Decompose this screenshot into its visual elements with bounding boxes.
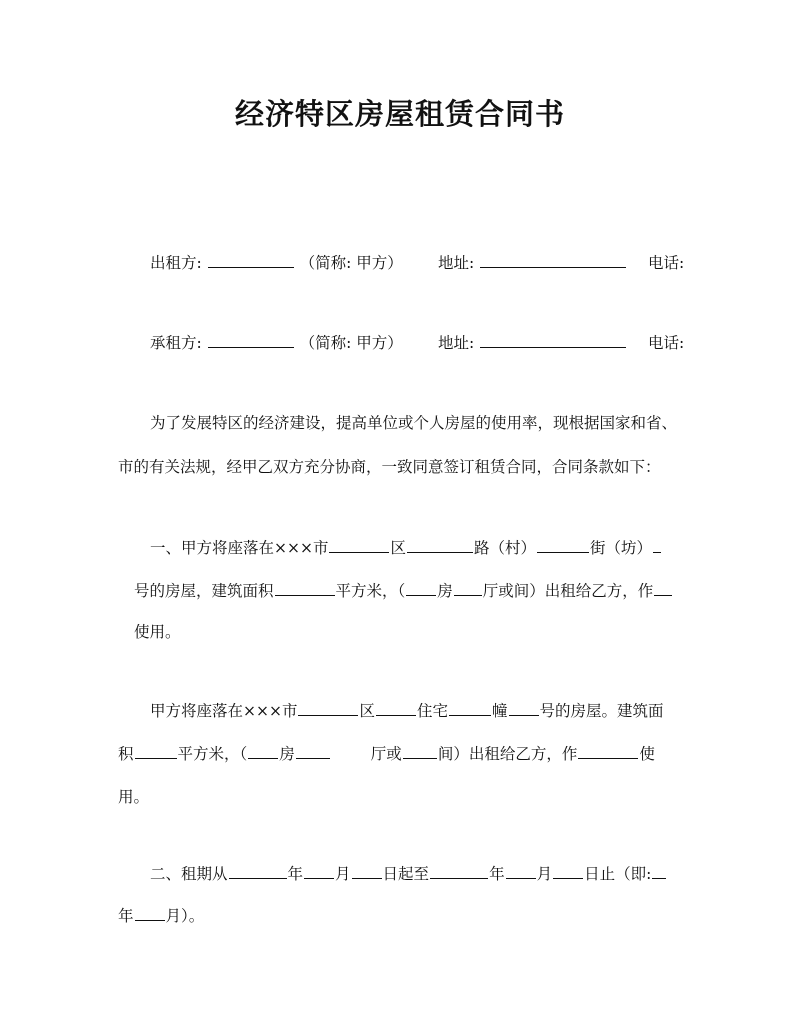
lessor-address-label: 地址: [438, 254, 475, 272]
clause1a-text-7: 房 [437, 582, 453, 600]
lessor-line [150, 252, 403, 274]
clause2-text-7: 日止（即: [584, 865, 652, 883]
clause1a-line-1 [150, 537, 662, 559]
clause1b-text-1: 甲方将座落在×××市 [150, 702, 298, 720]
building-blank[interactable] [509, 701, 539, 716]
area2-blank[interactable] [135, 744, 177, 759]
clause2-text-4: 日起至 [382, 865, 430, 883]
clause1b-text-11: 使 [639, 745, 655, 763]
halls-blank[interactable] [454, 581, 482, 596]
clause1b-text-4: 幢 [492, 702, 508, 720]
lessor-address [438, 252, 627, 274]
clause1b-line-2 [118, 743, 655, 765]
clause1b-text-8: 房 [279, 745, 295, 763]
clause1a-text-6: 平方米，（ [335, 582, 406, 600]
clause1b-text-2: 区 [359, 702, 375, 720]
clause1b-text-9: 厅或 [370, 745, 402, 763]
lessee-abbr: （简称: 甲方） [299, 334, 403, 352]
clause1b-line-1 [150, 700, 664, 722]
use2-blank[interactable] [578, 744, 638, 759]
clause1a-text-4: 街（坊） [590, 539, 653, 557]
lessee-address [438, 332, 627, 354]
lessee-address-blank[interactable] [480, 333, 626, 348]
lessee-phone-label: 电话: [648, 334, 685, 352]
document-title: 经济特区房屋租赁合同书 [234, 97, 565, 131]
halls2-blank[interactable] [296, 744, 330, 759]
clause2-text-9: 月）。 [165, 907, 205, 925]
lessor-abbr: （简称: 甲方） [299, 254, 403, 272]
clause1a-text-5: 号的房屋，建筑面积 [134, 582, 274, 600]
start-day-blank[interactable] [352, 864, 382, 879]
clause1b-text-7: 平方米，（ [177, 745, 248, 763]
end-day-blank[interactable] [553, 864, 583, 879]
road-blank[interactable] [537, 538, 589, 553]
clause2-text-2: 年 [287, 865, 304, 883]
lessor-address-blank[interactable] [480, 253, 626, 268]
residence-blank[interactable] [449, 701, 491, 716]
clause1b-text-6: 积 [118, 745, 134, 763]
clause1a-text-8: 厅或间）出租给乙方，作 [482, 582, 654, 600]
clause1a-line-2 [134, 580, 673, 602]
duration-year-blank[interactable] [652, 864, 666, 879]
start-month-blank[interactable] [304, 864, 334, 879]
clause2-text-8: 年 [118, 907, 134, 925]
clause2-text-1: 二、租期从 [150, 865, 228, 883]
lessor-phone-label: 电话: [648, 254, 685, 272]
units2-blank[interactable] [403, 744, 437, 759]
lessor-label: 出租方: [150, 254, 202, 272]
clause1a-text-2: 区 [390, 539, 406, 557]
district-blank[interactable] [407, 538, 473, 553]
clause2-text-5: 年 [489, 865, 505, 883]
intro-line-1: 为了发展特区的经济建设，提高单位或个人房屋的使用率，现根据国家和省、 [150, 414, 678, 432]
start-year-blank[interactable] [229, 864, 287, 879]
clause1a-text-3: 路（村） [473, 539, 536, 557]
district2-blank[interactable] [376, 701, 416, 716]
clause1b-line-3: 用。 [118, 788, 150, 806]
clause1b-text-10: 间）出租给乙方，作 [437, 745, 578, 763]
clause2-line-1 [150, 863, 667, 885]
lessee-phone [648, 332, 684, 354]
city-blank[interactable] [329, 538, 389, 553]
clause1b-text-3: 住宅 [416, 702, 448, 720]
clause1a-line-3: 使用。 [134, 623, 181, 641]
rooms2-blank[interactable] [248, 744, 278, 759]
lessee-label: 承租方: [150, 334, 202, 352]
end-year-blank[interactable] [430, 864, 488, 879]
lessor-phone [648, 252, 684, 274]
city2-blank[interactable] [298, 701, 358, 716]
intro-line-2: 市的有关法规，经甲乙双方充分协商，一致同意签订租赁合同，合同条款如下： [118, 458, 661, 476]
rooms-blank[interactable] [406, 581, 436, 596]
clause2-line-2 [118, 905, 204, 927]
lessee-address-label: 地址: [438, 334, 475, 352]
lessee-line [150, 332, 403, 354]
clause1a-text-1: 一、甲方将座落在×××市 [150, 539, 329, 557]
street-blank[interactable] [653, 538, 661, 553]
use-blank[interactable] [654, 581, 672, 596]
lessee-name-blank[interactable] [208, 333, 294, 348]
clause1b-text-5: 号的房屋。建筑面 [539, 702, 664, 720]
lessor-name-blank[interactable] [208, 253, 294, 268]
clause2-text-3: 月 [335, 865, 351, 883]
clause2-text-6: 月 [536, 865, 553, 883]
duration-month-blank[interactable] [135, 906, 165, 921]
area-blank[interactable] [275, 581, 335, 596]
end-month-blank[interactable] [506, 864, 536, 879]
